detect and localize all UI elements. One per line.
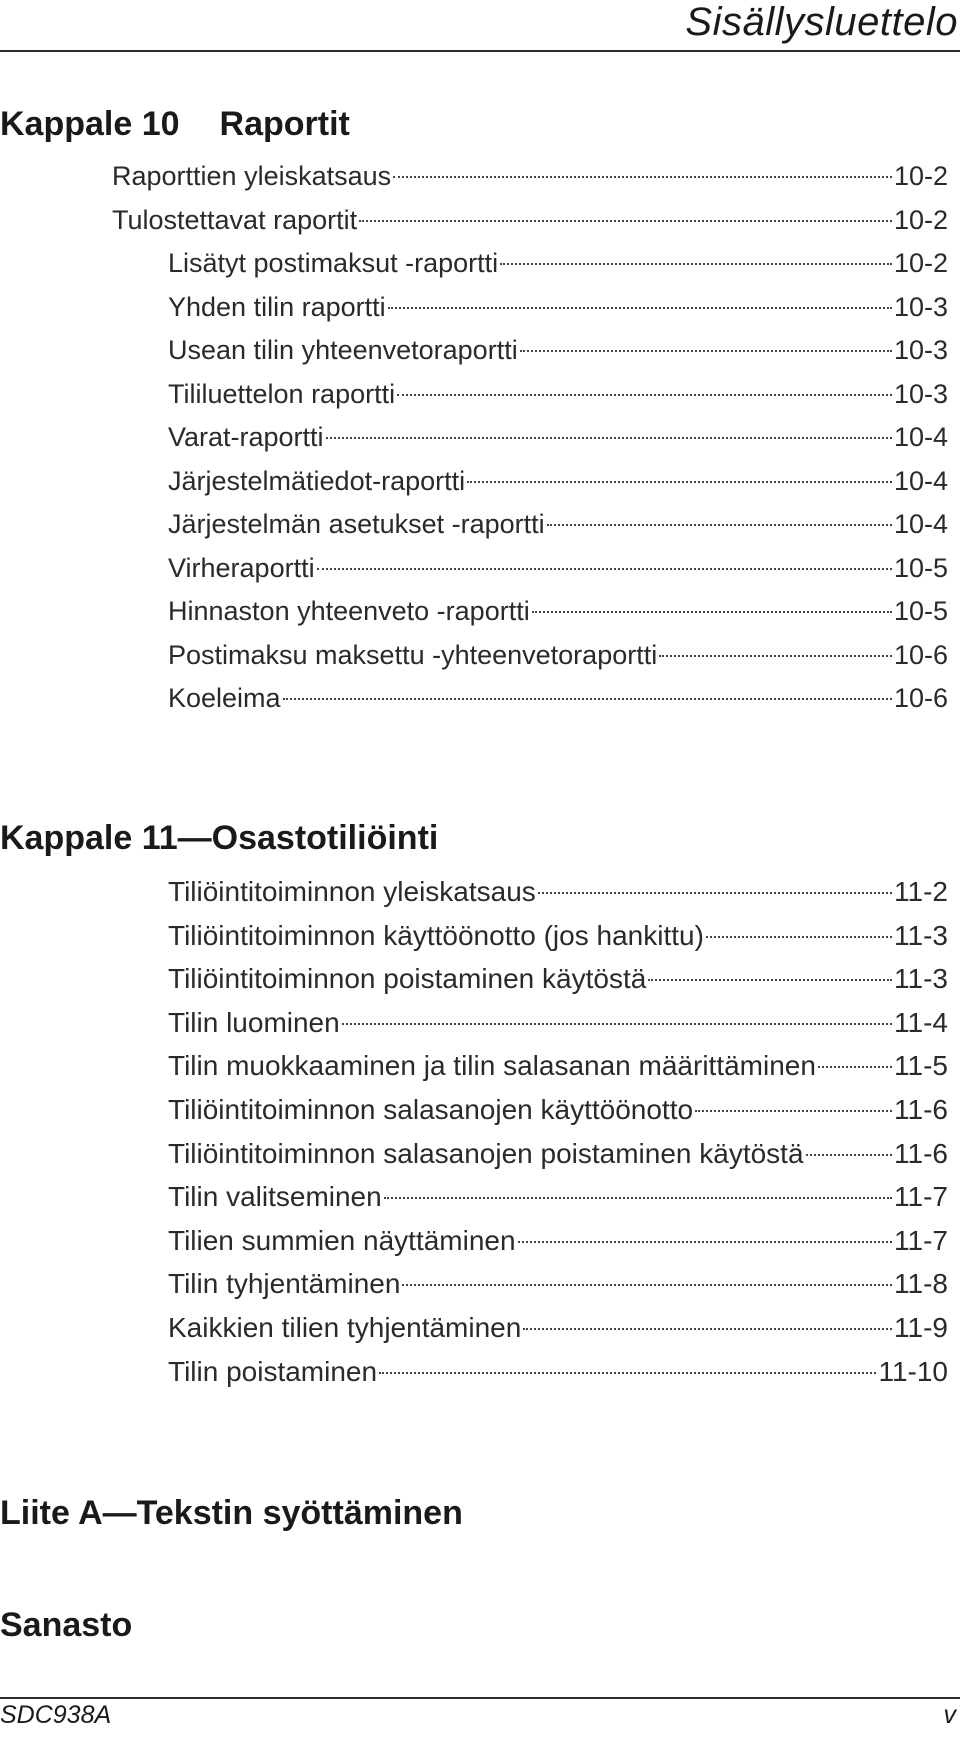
toc-entry[interactable] [168,243,948,283]
toc-entry-page: 11-10 [878,1355,948,1387]
chapter-10-heading[interactable] [0,104,350,144]
toc-entry-page: 11-7 [894,1224,948,1256]
toc-entry-label: Tiliöintitoiminnon poistaminen käytöstä [168,963,647,995]
toc-entry-page: 11-9 [894,1312,948,1343]
page-footer [0,1697,960,1737]
toc-dot-leader [402,1284,892,1286]
toc-dot-leader [500,263,892,265]
toc-entry-page: 11-4 [894,1006,948,1038]
toc-dot-leader [818,1066,892,1068]
glossary-heading[interactable]: Sanasto [0,1606,133,1644]
toc-dot-leader [359,220,892,222]
toc-entry[interactable] [168,1134,948,1174]
toc-entry[interactable] [168,1352,948,1392]
toc-dot-leader [384,1197,892,1199]
toc-dot-leader [532,611,892,613]
toc-entry[interactable] [168,1264,948,1304]
toc-entry-label: Varat-raportti [168,422,324,452]
toc-entry-page: 11-5 [894,1050,948,1082]
toc-entry-page: 11-2 [894,876,948,907]
toc-entry-page: 10-4 [893,509,948,539]
toc-entry[interactable] [168,678,948,718]
toc-entry-label: Lisätyt postimaksut -raportti [168,248,499,278]
toc-entry-label: Virheraportti [168,552,315,583]
toc-dot-leader [659,655,892,657]
appendix-a-heading[interactable]: Liite A—Tekstin syöttäminen [0,1494,463,1532]
toc-entry[interactable] [168,1221,948,1261]
toc-entry-label: Tiliöintitoiminnon salasanojen poistaminen käytöstä [168,1137,804,1169]
toc-dot-leader [695,1110,892,1112]
toc-dot-leader [317,568,892,570]
toc-entry-page: 10-6 [893,639,948,670]
toc-entry-label: Yhden tilin raportti [168,291,386,322]
toc-dot-leader [393,176,892,178]
toc-entry-label: Tulostettavat raportit [112,204,358,235]
toc-entry-label: Tiliöintitoiminnon salasanojen käyttöönotto [168,1094,694,1125]
toc-entry-page: 10-4 [893,422,948,452]
toc-entry-label: Järjestelmätiedot-raportti [168,465,466,496]
toc-entry-page: 10-5 [893,552,948,583]
toc-entry-page: 10-3 [893,335,948,365]
toc-entry-label: Tilin muokkaaminen ja tilin salasanan määrittäminen [168,1050,816,1082]
toc-dot-leader [518,1241,892,1243]
toc-dot-leader [648,979,892,981]
toc-entry-label: Hinnaston yhteenveto -raportti [168,596,530,626]
toc-entry-label: Tilin valitseminen [168,1181,382,1213]
toc-entry-page: 11-6 [894,1137,948,1169]
toc-entry-label: Tilin luominen [168,1006,340,1038]
toc-dot-leader [806,1154,892,1156]
toc-entry[interactable] [168,916,948,956]
toc-entry[interactable] [168,591,948,631]
toc-entry-label: Usean tilin yhteenvetoraportti [168,335,518,365]
toc-dot-leader [520,350,892,352]
toc-entry-label: Tilin poistaminen [168,1355,378,1387]
chapter-10-number: Kappale 10 [0,105,180,143]
toc-entry-label: Tilien summien näyttäminen [168,1224,516,1256]
toc-entry-page: 10-4 [893,465,948,496]
toc-entry[interactable] [168,287,948,327]
toc-dot-leader [706,936,892,938]
toc-entry-label: Raporttien yleiskatsaus [112,161,392,191]
toc-entry[interactable] [168,417,948,457]
page-title: Sisällysluettelo [685,0,958,44]
toc-entry[interactable] [168,635,948,675]
toc-entry[interactable] [168,461,948,501]
toc-entry[interactable] [168,504,948,544]
toc-entry[interactable] [168,330,948,370]
toc-entry-page: 11-3 [894,963,948,995]
toc-entry[interactable] [168,1177,948,1217]
toc-entry-page: 11-7 [894,1181,948,1213]
page-header [0,0,960,52]
toc-entry-label: Kaikkien tilien tyhjentäminen [168,1312,522,1343]
toc-entry-label: Tiliöintitoiminnon käyttöönotto (jos hankittu) [168,919,704,951]
toc-entry-page: 11-6 [894,1094,948,1125]
toc-entry[interactable] [112,200,948,240]
toc-entry-page: 10-5 [893,596,948,626]
toc-entry[interactable] [168,1090,948,1130]
chapter-10-title: Raportit [219,105,350,143]
toc-entry[interactable] [168,872,948,912]
toc-dot-leader [523,1328,892,1330]
toc-entry[interactable] [168,959,948,999]
toc-entry-page: 10-2 [893,161,948,191]
toc-dot-leader [397,394,892,396]
page-number: v [943,1701,956,1729]
toc-dot-leader [547,524,892,526]
toc-entry[interactable] [168,1003,948,1043]
document-id: SDC938A [0,1701,112,1729]
toc-entry-label: Postimaksu maksettu -yhteenvetoraportti [168,639,658,670]
toc-dot-leader [467,481,892,483]
toc-entry-page: 10-3 [893,378,948,409]
toc-entry-label: Järjestelmän asetukset -raportti [168,509,545,539]
chapter-11-heading[interactable]: Kappale 11—Osastotiliöinti [0,819,439,857]
toc-entry-label: Tilin tyhjentäminen [168,1268,401,1300]
toc-entry-label: Koeleima [168,683,281,713]
toc-dot-leader [283,698,892,700]
toc-entry[interactable] [168,1046,948,1086]
toc-entry[interactable] [168,374,948,414]
toc-entry[interactable] [112,156,948,196]
toc-entry-label: Tililuettelon raportti [168,378,396,409]
toc-entry[interactable] [168,1308,948,1348]
toc-entry[interactable] [168,548,948,588]
toc-dot-leader [388,307,892,309]
toc-entry-page: 11-8 [894,1268,948,1300]
toc-entry-label: Tiliöintitoiminnon yleiskatsaus [168,876,536,907]
toc-entry-page: 10-2 [893,204,948,235]
toc-dot-leader [342,1023,892,1025]
toc-entry-page: 10-6 [893,683,948,713]
toc-dot-leader [379,1372,876,1374]
toc-entry-page: 11-3 [894,919,948,951]
toc-dot-leader [538,892,892,894]
toc-entry-page: 10-3 [893,291,948,322]
toc-entry-page: 10-2 [893,248,948,278]
toc-dot-leader [326,437,892,439]
